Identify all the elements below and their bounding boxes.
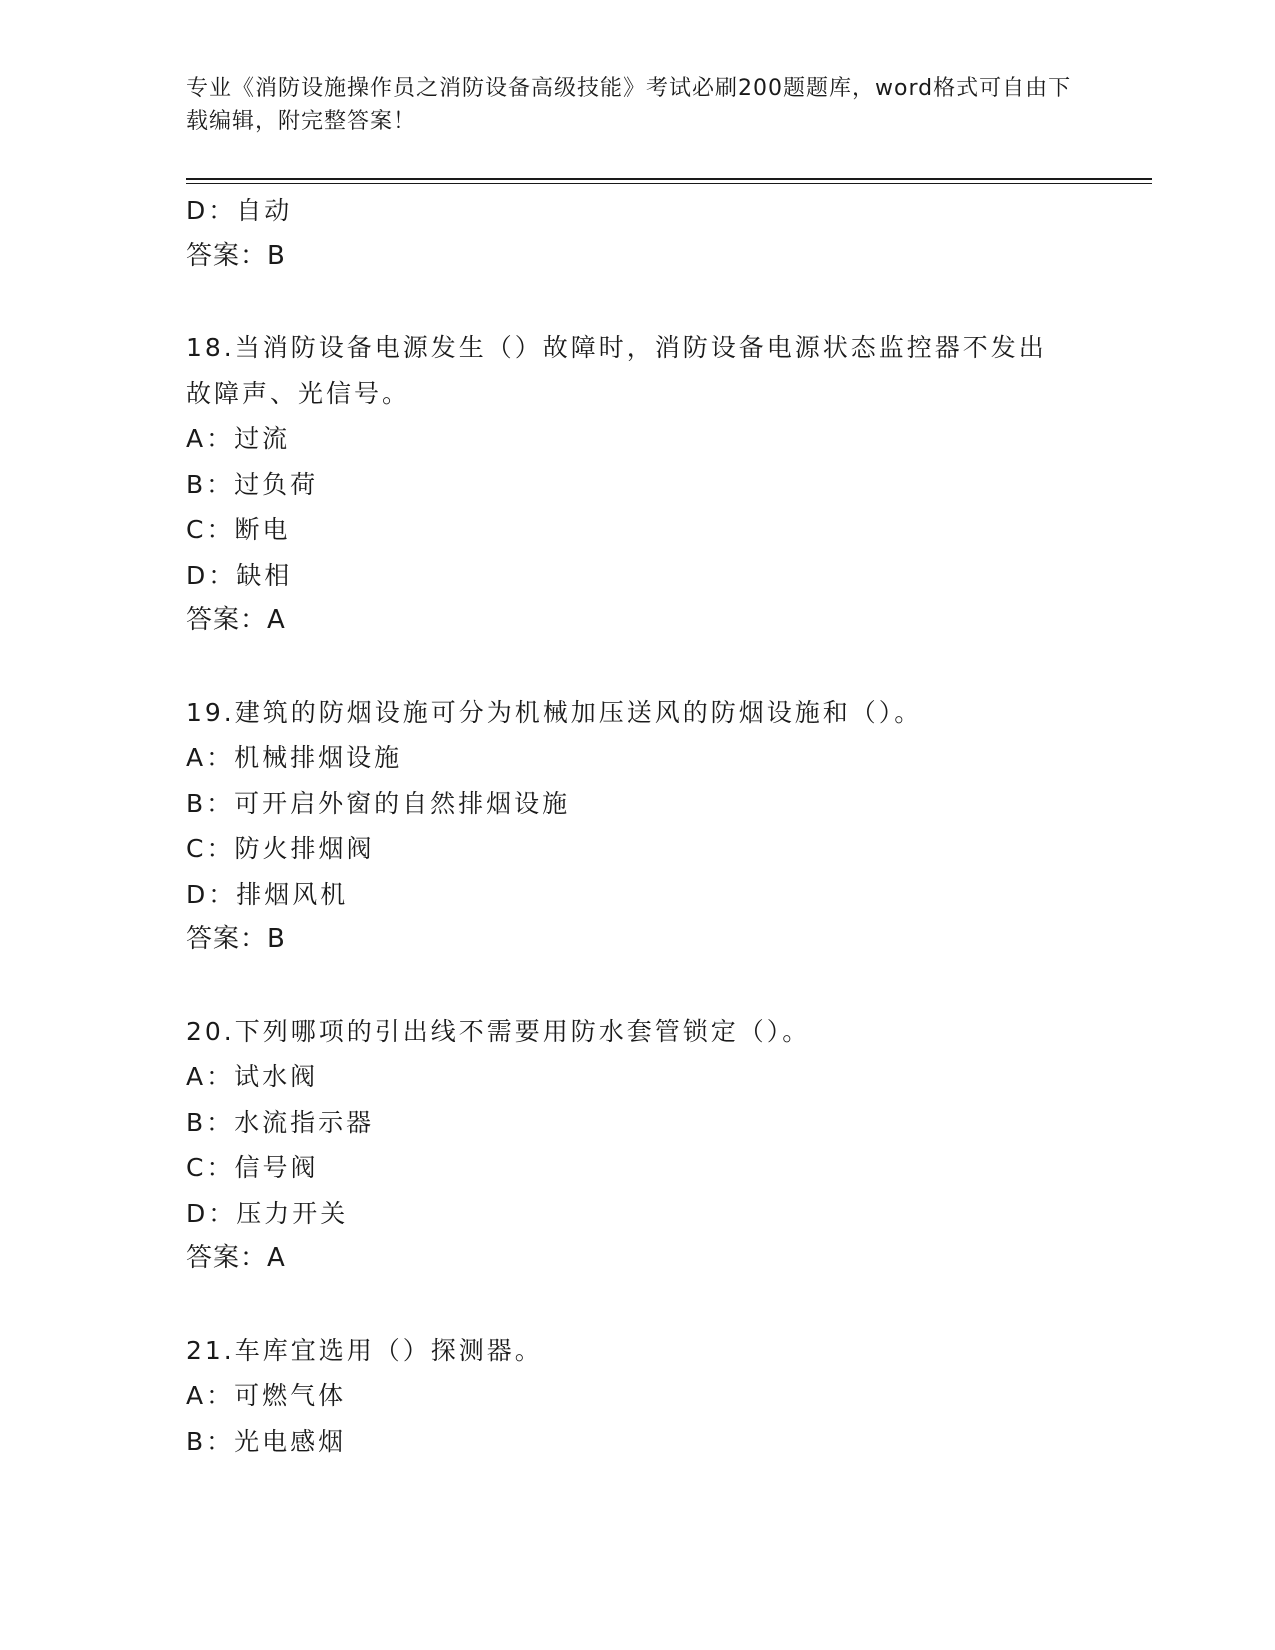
- header-rule-thick: [186, 178, 1152, 180]
- answer: 答案：A: [186, 1243, 286, 1273]
- question-list: [186, 188, 1086, 1464]
- option-d: D：缺相: [186, 560, 293, 590]
- prev-option-d: D：自动: [186, 196, 293, 225]
- question-21: [186, 1328, 1086, 1465]
- question-20: [186, 1009, 1086, 1282]
- document-header: [186, 72, 1086, 138]
- question-stem: 19.建筑的防烟设施可分为机械加压送风的防烟设施和（）。: [186, 697, 923, 727]
- option-a: A：可燃气体: [186, 1381, 347, 1410]
- option-b: B：水流指示器: [186, 1107, 375, 1137]
- prev-answer: 答案：B: [186, 240, 286, 271]
- answer: 答案：A: [186, 605, 286, 635]
- header-title: 专业《消防设施操作员之消防设备高级技能》考试必刷200题题库，word格式可自由下载编辑，附完整答案！: [186, 76, 1072, 134]
- question-19: [186, 690, 1086, 963]
- option-b: B：光电感烟: [186, 1426, 347, 1456]
- question-stem: 18.当消防设备电源发生（）故障时，消防设备电源状态监控器不发出: [186, 333, 1047, 362]
- spacer: [186, 1282, 1086, 1328]
- question-stem-continued: 故障声、光信号。: [186, 378, 411, 408]
- question-stem: 20.下列哪项的引出线不需要用防水套管锁定（）。: [186, 1016, 811, 1046]
- option-c: C：断电: [186, 515, 291, 544]
- question-18: [186, 325, 1086, 644]
- option-a: A：机械排烟设施: [186, 743, 403, 772]
- answer: 答案：B: [186, 924, 286, 954]
- option-d: D：压力开关: [186, 1198, 349, 1228]
- spacer: [186, 644, 1086, 690]
- question-stem: 21.车库宜选用（）探测器。: [186, 1335, 543, 1365]
- option-c: C：防火排烟阀: [186, 834, 375, 863]
- option-a: A：过流: [186, 424, 291, 453]
- option-b: B：可开启外窗的自然排烟设施: [186, 788, 571, 818]
- option-b: B：过负荷: [186, 469, 319, 499]
- header-rule-thin: [186, 183, 1152, 184]
- spacer: [186, 963, 1086, 1009]
- option-a: A：试水阀: [186, 1062, 319, 1091]
- option-d: D：排烟风机: [186, 879, 349, 909]
- spacer: [186, 279, 1086, 325]
- option-c: C：信号阀: [186, 1153, 319, 1182]
